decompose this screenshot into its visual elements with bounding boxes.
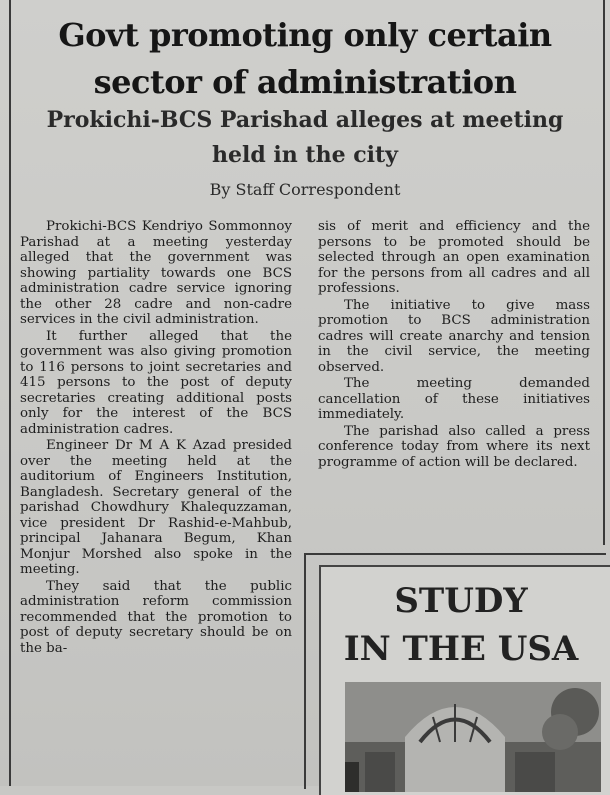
ad-title-line2: IN THE USA (343, 629, 579, 669)
article-column-left (20, 219, 292, 657)
building-illustration (345, 682, 601, 792)
advertisement-frame (304, 553, 606, 789)
article-subheadline: Prokichi-BCS Parishad alleges at meeting held in the city (46, 107, 564, 168)
paragraph: It further alleged that the government was also giving promotion to 116 persons to joint secretaries and 415 persons to the post of deputy secretaries creating additional posts only for the interest of the BCS administration cadres. (20, 328, 292, 437)
paragraph: Prokichi-BCS Kendriyo Sommonnoy Parishad at a meeting yesterday alleged that the government was showing partiality towards one BCS administration cadre service ignoring the other 28 cadre and non-cadre services in the civil administration. (20, 219, 292, 327)
ad-title-line1: STUDY (394, 581, 528, 621)
paragraph: sis of merit and efficiency and the persons to be promoted should be selected through an open examination for the persons from all cadres and all professions. (318, 219, 590, 296)
ad-photo-building (345, 682, 601, 792)
paragraph: Engineer Dr M A K Azad presided over the meeting held at the auditorium of Engineers Institution, Bangladesh. Secretary general of the parishad Chowdhury Khalequzzaman, vice president Dr Rashid-e-Mahbub, principal Jahanara Begum, Khan Monjur Morshed also spoke in the meeting. (20, 438, 292, 577)
paragraph: The initiative to give mass promotion to BCS administration cadres will create anarchy and tension in the civil service, the meeting observed. (318, 297, 590, 375)
paragraph: The parishad also called a press conference today from where its next programme of action will be declared. (318, 423, 590, 470)
paragraph: The meeting demanded cancellation of these initiatives immediately. (318, 376, 590, 422)
column-rule-right (603, 0, 605, 545)
article-byline: By Staff Correspondent (209, 180, 401, 199)
paragraph: They said that the public administration reform commission recommended that the promotion to post of deputy secretary should be on the ba- (20, 578, 292, 656)
article-column-right (318, 219, 590, 471)
advertisement (319, 565, 610, 795)
column-rule-left (9, 0, 11, 786)
article-headline: Govt promoting only certain sector of administration (58, 16, 552, 101)
